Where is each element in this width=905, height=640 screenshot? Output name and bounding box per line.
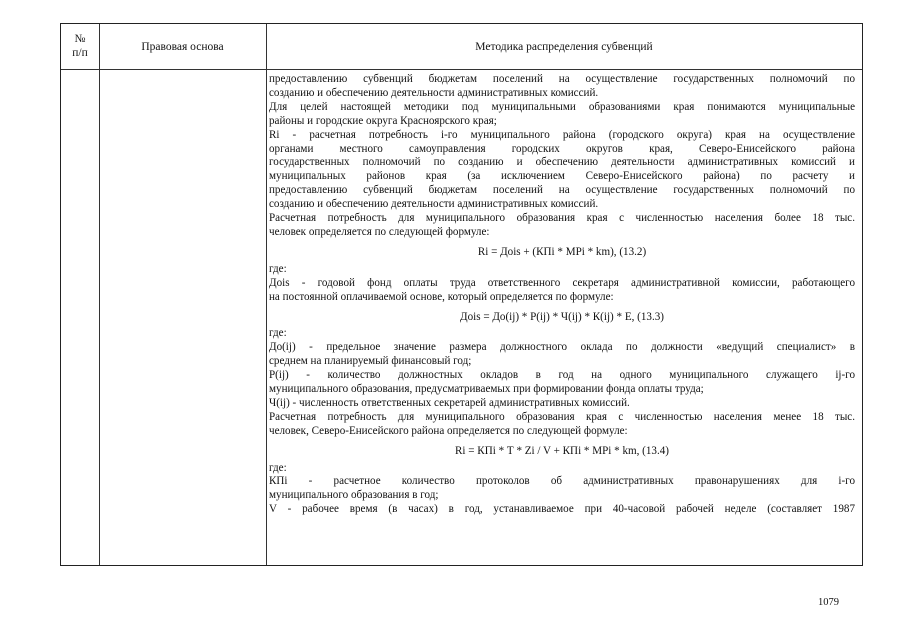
text-line: где: (269, 461, 287, 474)
table-frame (60, 23, 863, 566)
text-line: Доis - годовой фонд оплаты труда ответственного секретаря административной комиссии, работающего (269, 276, 855, 289)
text-line: До(ij) - предельное значение размера должностного оклада по должности «ведущий специалист» в (269, 341, 855, 354)
text-line: где: (269, 327, 287, 340)
text-line: Для целей настоящей методики под муниципальными образованиями края понимаются муниципальные (269, 100, 855, 113)
formula: Доis = До(ij) * Р(ij) * Ч(ij) * К(ij) * Е, (13.3) (460, 310, 664, 323)
text-line: человек, Северо-Енисейского района определяется по следующей формуле: (269, 424, 628, 437)
text-line: V - рабочее время (в часах) в год, устанавливаемое при 40-часовой рабочей неделе (составляет 1987 (269, 503, 855, 516)
header-divider (61, 69, 862, 70)
text-line: районы и городские округа Красноярского края; (269, 114, 497, 127)
text-line: человек определяется по следующей формуле: (269, 225, 490, 238)
text-line: Расчетная потребность для муниципального образования края с численностью населения менее 18 тыс. (269, 410, 855, 423)
column-divider (99, 24, 100, 565)
text-line: созданию и обеспечению деятельности административных комиссий. (269, 198, 599, 211)
method-text (269, 73, 855, 517)
text-line: где: (269, 262, 287, 275)
header-number-line: № (74, 33, 86, 45)
text-line: Ч(ij) - численность ответственных секретарей административных комиссий. (269, 396, 630, 409)
header-method: Методика распределения субвенций (475, 41, 653, 53)
text-line: муниципальных районов края (за исключением Северо-Енисейского района) по расчету и (269, 170, 855, 183)
text-line: Р(ij) - количество должностных окладов в год на одного муниципального служащего ij-го (269, 369, 855, 382)
header-legal-basis: Правовая основа (141, 41, 224, 53)
text-line: муниципального образования в год; (269, 489, 439, 502)
column-divider (266, 24, 267, 565)
header-number-line: п/п (72, 47, 88, 59)
text-line: органами местного самоуправления городских округов края, Северо-Енисейского района (269, 142, 855, 155)
text-line: на постоянной оплачиваемой основе, который определяется по формуле: (269, 290, 614, 303)
formula: Ri = Доis + (КПi * МРi * km), (13.2) (477, 245, 647, 258)
text-line: предоставлению субвенций бюджетам поселений на осуществление государственных полномочий по (269, 184, 855, 197)
text-line: предоставлению субвенций бюджетам поселений на осуществление государственных полномочий по (269, 73, 855, 85)
text-line: среднем на планируемый финансовый год; (269, 355, 472, 368)
text-line: созданию и обеспечению деятельности административных комиссий. (269, 86, 599, 99)
page-number: 1079 (818, 597, 839, 608)
text-line: государственных полномочий по созданию и обеспечению деятельности административных комиссий и (269, 156, 855, 169)
text-line: Ri - расчетная потребность i-го муниципального района (городского округа) края на осуществление (269, 128, 855, 141)
header-number (61, 32, 99, 60)
text-line: КПi - расчетное количество протоколов об административных правонарушениях для i-го (269, 475, 855, 488)
formula: Ri = КПi * Т * Zi / V + КПi * МРi * km, (13.4) (455, 444, 669, 457)
text-line: муниципального образования, предусматриваемых при формировании фонда оплаты труда; (269, 383, 704, 396)
text-line: Расчетная потребность для муниципального образования края с численностью населения более 18 тыс. (269, 212, 855, 225)
